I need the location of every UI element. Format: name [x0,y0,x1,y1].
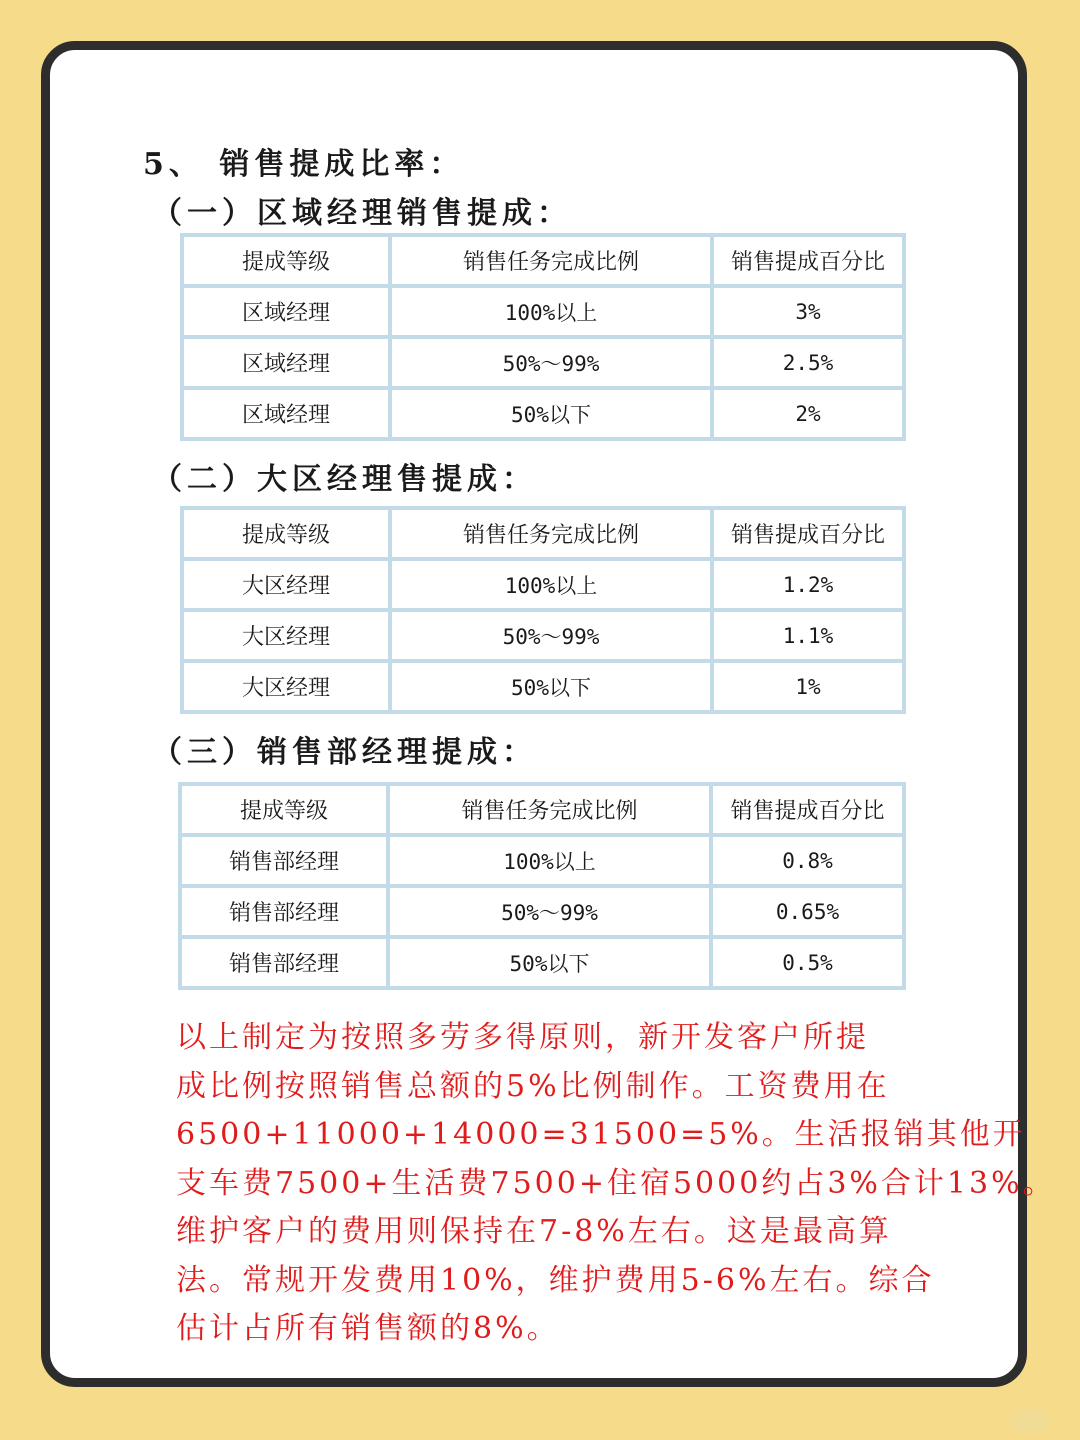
cell-level: 销售部经理 [180,886,388,937]
watermark-badge [1010,1410,1050,1432]
table-row [182,610,904,661]
note-line: 以上制定为按照多劳多得原则，新开发客户所提 [176,1020,869,1055]
note-line: 估计占所有销售额的8%。 [176,1311,560,1346]
header-rate: 销售提成百分比 [712,508,904,559]
cell-rate: 1.2% [712,559,904,610]
cell-level: 区域经理 [182,337,390,388]
cell-completion: 50%～99% [388,886,711,937]
cell-completion: 50%～99% [390,337,712,388]
note-line: 法。常规开发费用10%，维护费用5-6%左右。综合 [176,1262,935,1298]
note-line: 支车费7500+生活费7500+住宿5000约占3%合计13%。 [176,1165,1056,1201]
cell-completion: 100%以上 [390,286,712,337]
note-line: 维护客户的费用则保持在7-8%左右。这是最高算 [176,1214,892,1249]
cell-completion: 50%以下 [390,661,712,712]
cell-rate: 0.65% [711,886,904,937]
table-row [180,937,904,988]
cell-rate: 2% [712,388,904,439]
cell-level: 销售部经理 [180,835,388,886]
cell-rate: 3% [712,286,904,337]
header-completion: 销售任务完成比例 [390,508,712,559]
commission-table-district [180,506,906,714]
header-level: 提成等级 [182,508,390,559]
note-line: 6500+11000+14000=31500=5%。生活报销其他开 [176,1117,1026,1152]
table-header-row [182,508,904,559]
cell-level: 大区经理 [182,559,390,610]
table-title-district: （二）大区经理售提成： [152,462,537,497]
cell-completion: 100%以上 [388,835,711,886]
cell-completion: 50%～99% [390,610,712,661]
section-title: 5、 销售提成比率： [143,147,465,182]
cell-level: 大区经理 [182,610,390,661]
commission-table-sales-dept [178,782,906,990]
header-rate: 销售提成百分比 [711,784,904,835]
table-row [180,835,904,886]
table-title-regional: （一）区域经理销售提成： [152,196,572,231]
header-level: 提成等级 [182,235,390,286]
cell-rate: 1.1% [712,610,904,661]
header-rate: 销售提成百分比 [712,235,904,286]
cell-level: 区域经理 [182,286,390,337]
table-row [182,559,904,610]
table-row [182,661,904,712]
cell-completion: 100%以上 [390,559,712,610]
table-title-sales-dept: （三）销售部经理提成： [152,735,537,770]
note-line: 成比例按照销售总额的5%比例制作。工资费用在 [176,1068,890,1104]
cell-level: 销售部经理 [180,937,388,988]
commission-note [176,1014,1056,1354]
table-header-row [180,784,904,835]
cell-level: 区域经理 [182,388,390,439]
commission-table-regional [180,233,906,441]
table-row [180,886,904,937]
cell-rate: 1% [712,661,904,712]
table-row [182,388,904,439]
table-row [182,337,904,388]
cell-rate: 0.8% [711,835,904,886]
cell-completion: 50%以下 [390,388,712,439]
header-level: 提成等级 [180,784,388,835]
table-header-row [182,235,904,286]
header-completion: 销售任务完成比例 [388,784,711,835]
header-completion: 销售任务完成比例 [390,235,712,286]
cell-completion: 50%以下 [388,937,711,988]
cell-rate: 0.5% [711,937,904,988]
cell-rate: 2.5% [712,337,904,388]
cell-level: 大区经理 [182,661,390,712]
table-row [182,286,904,337]
